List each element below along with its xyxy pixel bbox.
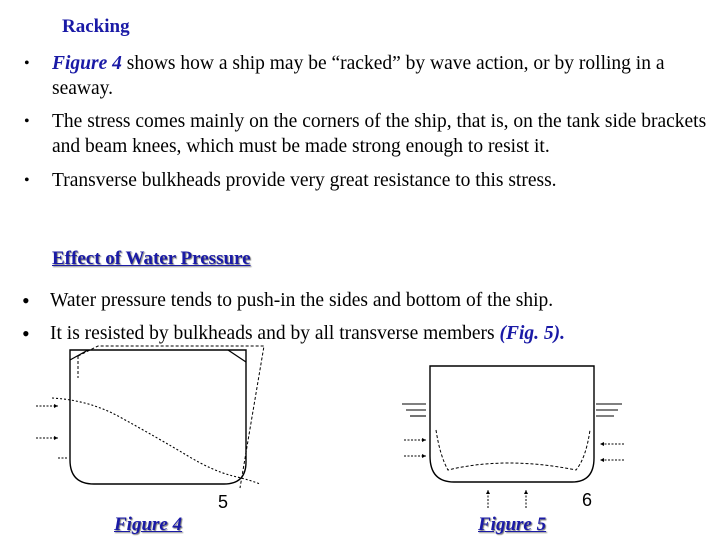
- bullet-icon: •: [24, 55, 30, 72]
- bullet-text: Figure 4 shows how a ship may be “racked” by wave action, or by rolling in a seaway.: [52, 53, 665, 99]
- figure-5-reference: (Fig. 5).: [499, 323, 566, 344]
- list-item: [20, 168, 710, 193]
- list-item: [20, 109, 710, 159]
- racked-shape-outline: [78, 346, 264, 488]
- list-item: [20, 51, 710, 101]
- wave-line: [52, 398, 260, 484]
- figure-4-drawing: [28, 338, 278, 512]
- figure-4-caption: Figure 4: [114, 514, 183, 535]
- bullet-icon: •: [22, 288, 30, 313]
- figure-4-reference: Figure 4: [52, 53, 122, 74]
- bullet-text: It is resisted by bulkheads and by all transverse members (Fig. 5).: [50, 323, 566, 344]
- figure-5-drawing: [396, 360, 636, 508]
- figure-5-number: 6: [582, 490, 593, 510]
- bullet-icon: •: [24, 113, 30, 130]
- bullet-text: Transverse bulkheads provide very great resistance to this stress.: [52, 170, 557, 191]
- figure-5-caption: Figure 5: [478, 514, 547, 535]
- list-item: [18, 288, 718, 313]
- ship-section-outline: [70, 350, 246, 484]
- deformed-outline: [436, 430, 590, 470]
- bullet-text: The stress comes mainly on the corners of the ship, that is, on the tank side brackets and beam knees, which must be made strong enough to resist it.: [52, 111, 707, 157]
- bullet-text: Water pressure tends to push-in the sides and bottom of the ship.: [50, 290, 554, 311]
- waterline-marks: [402, 404, 622, 416]
- pressure-arrows: [36, 406, 68, 458]
- figure-4-number: 5: [218, 492, 229, 512]
- racking-heading: Racking: [62, 16, 130, 37]
- ship-section-outline: [430, 366, 594, 482]
- bullet-icon: •: [24, 172, 30, 189]
- racking-bullet-list: [20, 51, 710, 193]
- water-pressure-heading: Effect of Water Pressure: [52, 248, 251, 269]
- bullet-icon: •: [22, 321, 30, 346]
